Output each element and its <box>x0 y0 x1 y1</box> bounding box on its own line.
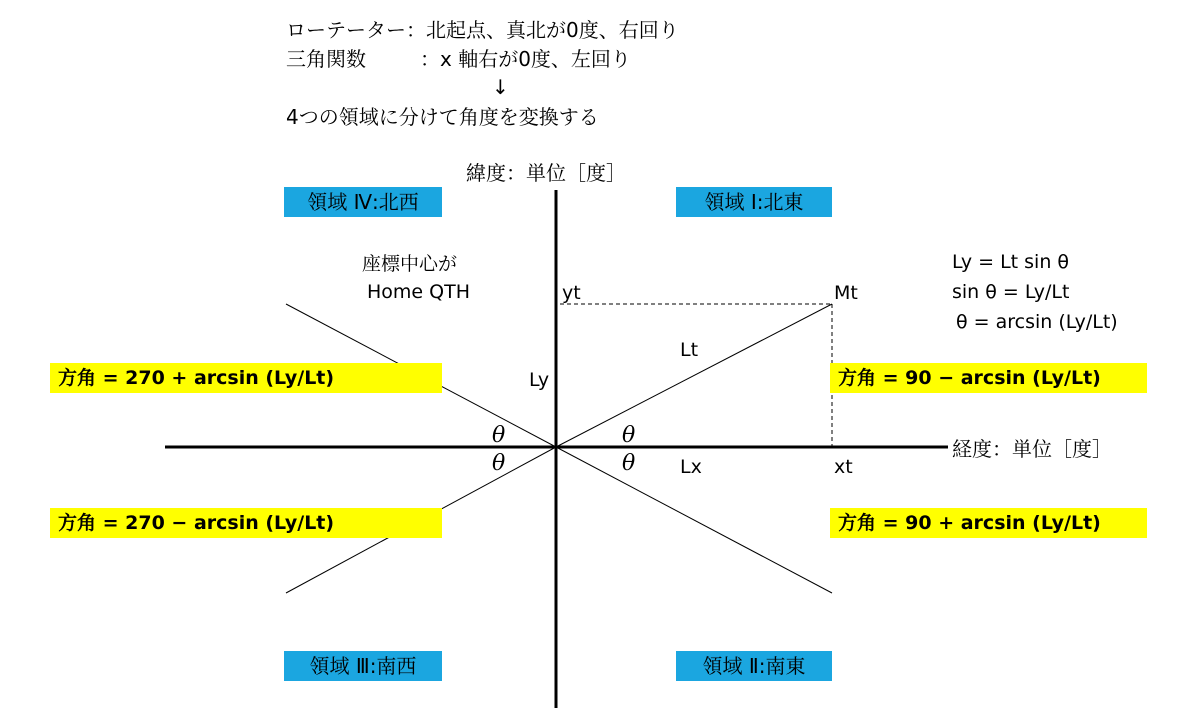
label-yt: yt <box>562 282 581 304</box>
diagonal-ne <box>556 304 832 447</box>
theta-ne: θ <box>622 423 636 448</box>
header-line-2-desc: ：x 軸右が0度、左回り <box>420 47 631 71</box>
header-line-1 <box>286 15 679 45</box>
region-2-label: 領域 Ⅱ:南東 <box>676 651 832 681</box>
formula-southwest: 方角 = 270 − arcsin (Ly/Lt) <box>50 508 442 538</box>
formula-southeast: 方角 = 90 + arcsin (Ly/Lt) <box>830 508 1147 538</box>
label-lt: Lt <box>680 339 699 361</box>
center-note-line-1: 座標中心が <box>362 253 458 275</box>
theta-sw: θ <box>492 451 506 476</box>
x-axis-title: 経度：単位［度］ <box>952 437 1112 461</box>
region-1-label: 領域 Ⅰ:北東 <box>676 187 832 217</box>
header-line-1-term: ローテーター <box>286 18 406 42</box>
region-3-label: 領域 Ⅲ:南西 <box>284 651 442 681</box>
y-axis-title: 緯度：単位［度］ <box>466 161 626 185</box>
formula-northeast: 方角 = 90 − arcsin (Ly/Lt) <box>830 363 1147 393</box>
label-ly: Ly <box>529 369 550 391</box>
header-line-3: 4つの領域に分けて角度を変換する <box>286 105 599 129</box>
header-line-2-term: 三角関数 <box>286 47 366 71</box>
header-arrow: ↓ <box>492 75 509 99</box>
equation-1: Ly = Lt sin θ <box>952 251 1070 273</box>
center-note-line-2: Home QTH <box>367 281 470 303</box>
equation-2: sin θ = Ly/Lt <box>952 281 1070 303</box>
label-mt: Mt <box>834 282 858 304</box>
formula-northwest: 方角 = 270 + arcsin (Ly/Lt) <box>50 363 442 393</box>
region-4-label: 領域 Ⅳ:北西 <box>284 187 442 217</box>
label-xt: xt <box>834 456 853 478</box>
header-line-2 <box>286 44 631 74</box>
theta-se: θ <box>622 451 636 476</box>
header-line-1-desc: ：北起点、真北が0度、右回り <box>406 18 679 42</box>
theta-nw: θ <box>492 423 506 448</box>
equation-3: θ = arcsin (Ly/Lt) <box>956 311 1118 333</box>
label-lx: Lx <box>680 456 702 478</box>
